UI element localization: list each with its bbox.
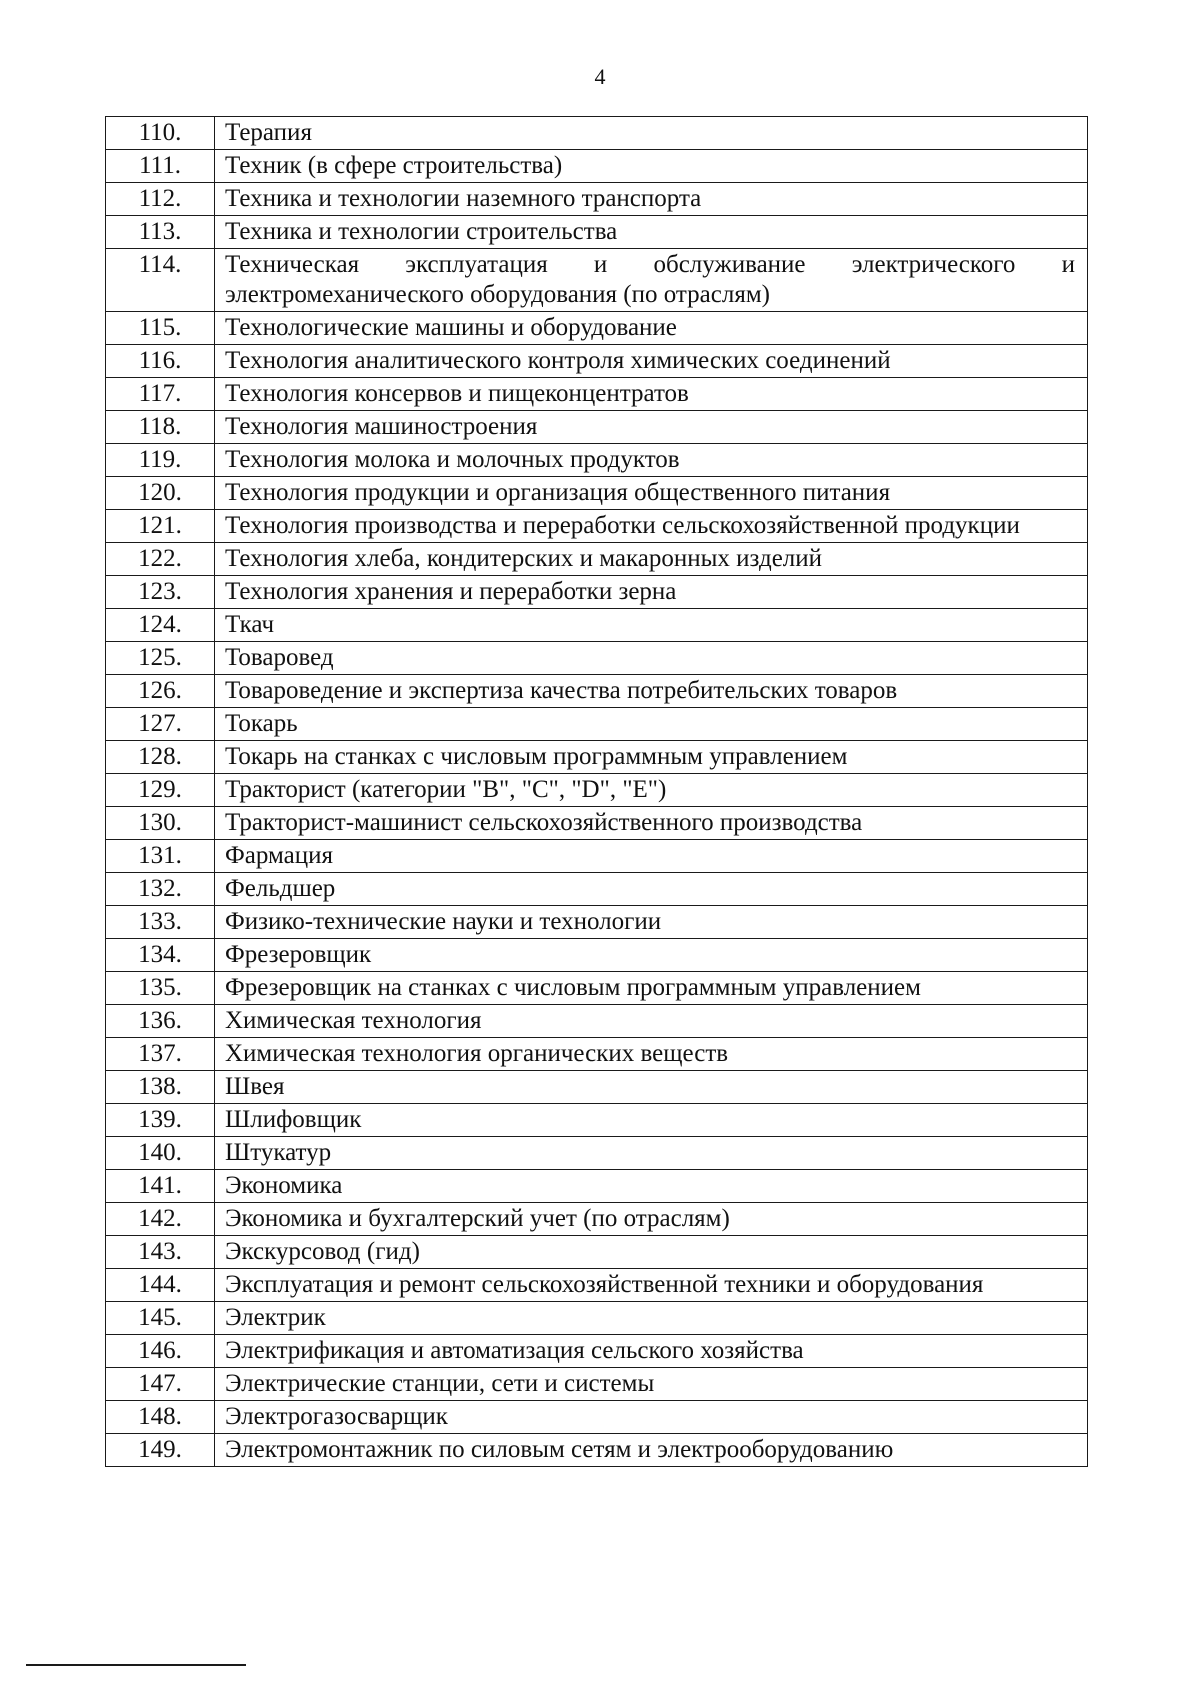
row-number: 113. — [106, 216, 215, 249]
row-number: 121. — [106, 510, 215, 543]
table-row — [106, 1434, 1088, 1467]
table-row — [106, 840, 1088, 873]
table-row — [106, 1401, 1088, 1434]
table-row — [106, 1368, 1088, 1401]
table-body — [106, 117, 1088, 1467]
row-text: Техника и технологии строительства — [215, 216, 1088, 249]
row-text: Техника и технологии наземного транспорта — [215, 183, 1088, 216]
table-row — [106, 378, 1088, 411]
table-row — [106, 972, 1088, 1005]
row-number: 115. — [106, 312, 215, 345]
row-number: 127. — [106, 708, 215, 741]
row-text: Фрезеровщик на станках с числовым программным управлением — [215, 972, 1088, 1005]
row-text: Химическая технология — [215, 1005, 1088, 1038]
table-row — [106, 444, 1088, 477]
table-row — [106, 609, 1088, 642]
table-row — [106, 1005, 1088, 1038]
row-text: Товаровед — [215, 642, 1088, 675]
row-number: 141. — [106, 1170, 215, 1203]
table-row — [106, 1302, 1088, 1335]
row-number: 111. — [106, 150, 215, 183]
row-number: 126. — [106, 675, 215, 708]
row-text: Ткач — [215, 609, 1088, 642]
row-text: Электрик — [215, 1302, 1088, 1335]
row-number: 133. — [106, 906, 215, 939]
row-number: 138. — [106, 1071, 215, 1104]
table-row — [106, 642, 1088, 675]
row-text: Технология машиностроения — [215, 411, 1088, 444]
table-row — [106, 1038, 1088, 1071]
table-row — [106, 708, 1088, 741]
row-text: Фельдшер — [215, 873, 1088, 906]
row-text: Токарь на станках с числовым программным управлением — [215, 741, 1088, 774]
row-number: 116. — [106, 345, 215, 378]
table-row — [106, 774, 1088, 807]
row-text: Экономика и бухгалтерский учет (по отраслям) — [215, 1203, 1088, 1236]
row-text: Тракторист-машинист сельскохозяйственного производства — [215, 807, 1088, 840]
table-row — [106, 1269, 1088, 1302]
row-number: 142. — [106, 1203, 215, 1236]
row-text: Шлифовщик — [215, 1104, 1088, 1137]
table-row — [106, 1335, 1088, 1368]
row-number: 143. — [106, 1236, 215, 1269]
table-row — [106, 117, 1088, 150]
row-number: 112. — [106, 183, 215, 216]
row-number: 122. — [106, 543, 215, 576]
row-text: Электрификация и автоматизация сельского хозяйства — [215, 1335, 1088, 1368]
table-row — [106, 675, 1088, 708]
row-number: 145. — [106, 1302, 215, 1335]
table-row — [106, 1170, 1088, 1203]
table-row — [106, 183, 1088, 216]
table-row — [106, 1071, 1088, 1104]
row-text: Технология производства и переработки сельскохозяйственной продукции — [215, 510, 1088, 543]
table-row — [106, 510, 1088, 543]
row-number: 130. — [106, 807, 215, 840]
row-text: Штукатур — [215, 1137, 1088, 1170]
table-row — [106, 477, 1088, 510]
row-text: Технология продукции и организация общественного питания — [215, 477, 1088, 510]
table-row — [106, 1236, 1088, 1269]
row-text: Технология хранения и переработки зерна — [215, 576, 1088, 609]
table-row — [106, 939, 1088, 972]
table-row — [106, 1137, 1088, 1170]
table-row — [106, 873, 1088, 906]
row-text: Технология аналитического контроля химических соединений — [215, 345, 1088, 378]
row-text: Терапия — [215, 117, 1088, 150]
table-row — [106, 1203, 1088, 1236]
row-number: 137. — [106, 1038, 215, 1071]
row-number: 129. — [106, 774, 215, 807]
row-text: Экономика — [215, 1170, 1088, 1203]
row-number: 136. — [106, 1005, 215, 1038]
row-number: 147. — [106, 1368, 215, 1401]
row-number: 110. — [106, 117, 215, 150]
row-text: Электромонтажник по силовым сетям и электрооборудованию — [215, 1434, 1088, 1467]
row-text: Тракторист (категории "B", "C", "D", "E") — [215, 774, 1088, 807]
row-text: Токарь — [215, 708, 1088, 741]
row-text: Электрические станции, сети и системы — [215, 1368, 1088, 1401]
row-text: Фрезеровщик — [215, 939, 1088, 972]
row-text: Физико-технические науки и технологии — [215, 906, 1088, 939]
row-text: Технология хлеба, кондитерских и макаронных изделий — [215, 543, 1088, 576]
row-text: Технология молока и молочных продуктов — [215, 444, 1088, 477]
row-number: 120. — [106, 477, 215, 510]
row-number: 139. — [106, 1104, 215, 1137]
row-text: Техник (в сфере строительства) — [215, 150, 1088, 183]
row-number: 124. — [106, 609, 215, 642]
table-row — [106, 1104, 1088, 1137]
table-row — [106, 216, 1088, 249]
specialty-list-table — [105, 116, 1088, 1467]
row-text: Фармация — [215, 840, 1088, 873]
row-text: Технологические машины и оборудование — [215, 312, 1088, 345]
table-row — [106, 150, 1088, 183]
footnote-separator-line — [26, 1664, 246, 1666]
page-number: 4 — [594, 64, 606, 89]
table-row — [106, 312, 1088, 345]
row-number: 119. — [106, 444, 215, 477]
row-text: Экскурсовод (гид) — [215, 1236, 1088, 1269]
row-number: 125. — [106, 642, 215, 675]
table-row — [106, 576, 1088, 609]
row-text: Товароведение и экспертиза качества потребительских товаров — [215, 675, 1088, 708]
row-number: 140. — [106, 1137, 215, 1170]
row-text: Швея — [215, 1071, 1088, 1104]
table-row — [106, 411, 1088, 444]
table-row — [106, 906, 1088, 939]
row-number: 149. — [106, 1434, 215, 1467]
table-row — [106, 741, 1088, 774]
row-number: 148. — [106, 1401, 215, 1434]
row-number: 135. — [106, 972, 215, 1005]
row-number: 132. — [106, 873, 215, 906]
row-number: 146. — [106, 1335, 215, 1368]
row-number: 114. — [106, 249, 215, 312]
row-text: Технология консервов и пищеконцентратов — [215, 378, 1088, 411]
row-number: 128. — [106, 741, 215, 774]
row-text: Электрогазосварщик — [215, 1401, 1088, 1434]
row-number: 144. — [106, 1269, 215, 1302]
table-row — [106, 345, 1088, 378]
row-number: 118. — [106, 411, 215, 444]
table-row — [106, 807, 1088, 840]
row-text: Химическая технология органических веществ — [215, 1038, 1088, 1071]
row-number: 117. — [106, 378, 215, 411]
row-text: Эксплуатация и ремонт сельскохозяйственной техники и оборудования — [215, 1269, 1088, 1302]
table-row — [106, 543, 1088, 576]
row-number: 134. — [106, 939, 215, 972]
row-number: 123. — [106, 576, 215, 609]
table-row — [106, 249, 1088, 312]
row-number: 131. — [106, 840, 215, 873]
row-text: Техническая эксплуатация и обслуживание электрического и электромеханического оборудования (по отраслям) — [215, 249, 1088, 312]
